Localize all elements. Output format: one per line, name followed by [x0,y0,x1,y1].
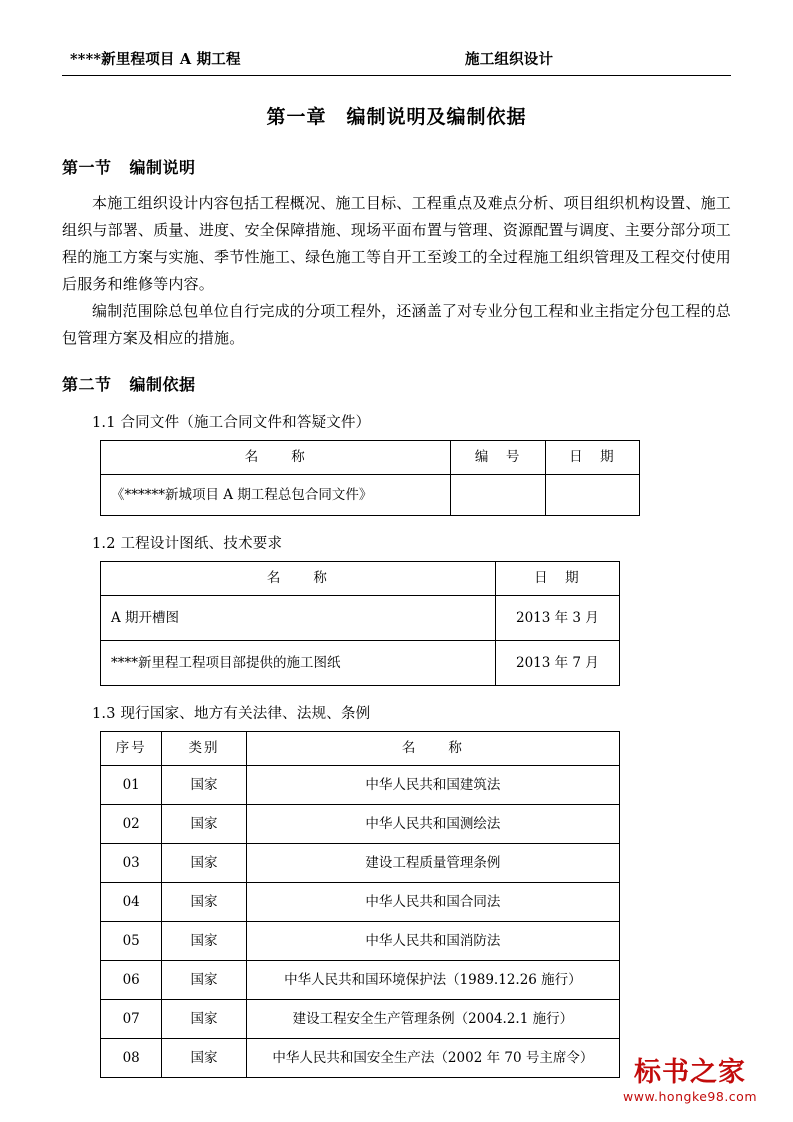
table3-cell-index: 05 [101,922,162,961]
section-title-2: 编制依据 [129,375,196,394]
watermark-brand: 标书之家 [634,1056,746,1088]
table-row [101,1039,620,1078]
table-row [101,844,620,883]
section-title-1: 编制说明 [129,158,196,177]
table3-cell-name: 中华人民共和国合同法 [246,883,619,922]
table2-header-name: 名 称 [101,562,496,596]
subsection-heading-1-1: 1.1 合同文件（施工合同文件和答疑文件） [92,415,371,431]
section-heading-2 [62,372,731,395]
table-row [101,596,620,641]
table3-cell-index: 04 [101,883,162,922]
table3-cell-index: 01 [101,766,162,805]
table3-cell-name: 建设工程质量管理条例 [246,844,619,883]
table3-cell-name: 中华人民共和国消防法 [246,922,619,961]
subsection-heading-1-2: 1.2 工程设计图纸、技术要求 [92,536,283,552]
table3-header-index: 序号 [101,732,162,766]
table3-cell-category: 国家 [162,1000,246,1039]
table-row [101,1000,620,1039]
table3-cell-category: 国家 [162,805,246,844]
table3-cell-category: 国家 [162,961,246,1000]
table1-header-number: 编 号 [451,441,545,475]
table-header-row [101,562,620,596]
table-header-row [101,441,640,475]
table3-cell-index: 07 [101,1000,162,1039]
table-row [101,766,620,805]
watermark [623,1058,757,1104]
table3-cell-index: 08 [101,1039,162,1078]
watermark-url: www.hongke98.com [623,1089,757,1105]
paragraph-1: 本施工组织设计内容包括工程概况、施工目标、工程重点及难点分析、项目组织机构设置、施工组织与部署、质量、进度、安全保障措施、现场平面布置与管理、资源配置与调度、主要分部分项工程的施工方案与实施、季节性施工、绿色施工等自开工至竣工的全过程施工组织管理及工程交付使用后服务和维修等内容。 [62,194,731,293]
header-divider [62,75,731,76]
table3-cell-name: 中华人民共和国测绘法 [246,805,619,844]
table3-cell-name: 中华人民共和国建筑法 [246,766,619,805]
table1-header-date: 日 期 [545,441,639,475]
design-drawings-table [100,561,620,686]
chapter-title: 第一章 编制说明及编制依据 [266,106,527,128]
header-document-type: 施工组织设计 [465,51,554,68]
section-label-2: 第二节 [62,375,112,394]
table-row [101,641,620,686]
table1-cell-name: 《******新城项目 A 期工程总包合同文件》 [101,475,451,516]
laws-regulations-table [100,731,620,1078]
table1-header-name: 名 称 [101,441,451,475]
table3-header-name: 名 称 [246,732,619,766]
table2-cell-name: A 期开槽图 [101,596,496,641]
table2-header-date: 日 期 [495,562,619,596]
section-label-1: 第一节 [62,158,112,177]
table3-cell-index: 02 [101,805,162,844]
table3-cell-name: 中华人民共和国环境保护法（1989.12.26 施行） [246,961,619,1000]
table-header-row [101,732,620,766]
table3-cell-index: 03 [101,844,162,883]
page-header [62,48,731,75]
table-row [101,883,620,922]
section-heading-1 [62,155,731,178]
table3-cell-category: 国家 [162,766,246,805]
table2-cell-date: 2013 年 3 月 [495,596,619,641]
table-row [101,475,640,516]
table3-cell-name: 中华人民共和国安全生产法（2002 年 70 号主席令） [246,1039,619,1078]
header-project-title: ****新里程项目 A 期工程 [70,51,241,68]
subsection-heading-1-3: 1.3 现行国家、地方有关法律、法规、条例 [92,706,371,722]
table3-cell-category: 国家 [162,844,246,883]
table2-cell-name: ****新里程工程项目部提供的施工图纸 [101,641,496,686]
table3-cell-category: 国家 [162,922,246,961]
table-row [101,922,620,961]
table-row [101,805,620,844]
table3-cell-index: 06 [101,961,162,1000]
table3-cell-category: 国家 [162,1039,246,1078]
table3-cell-category: 国家 [162,883,246,922]
table3-cell-name: 建设工程安全生产管理条例（2004.2.1 施行） [246,1000,619,1039]
table3-header-category: 类别 [162,732,246,766]
table-row [101,961,620,1000]
table1-cell-number [451,475,545,516]
contract-documents-table [100,440,640,516]
table1-cell-date [545,475,639,516]
table2-cell-date: 2013 年 7 月 [495,641,619,686]
paragraph-2: 编制范围除总包单位自行完成的分项工程外，还涵盖了对专业分包工程和业主指定分包工程的总包管理方案及相应的措施。 [62,302,731,347]
